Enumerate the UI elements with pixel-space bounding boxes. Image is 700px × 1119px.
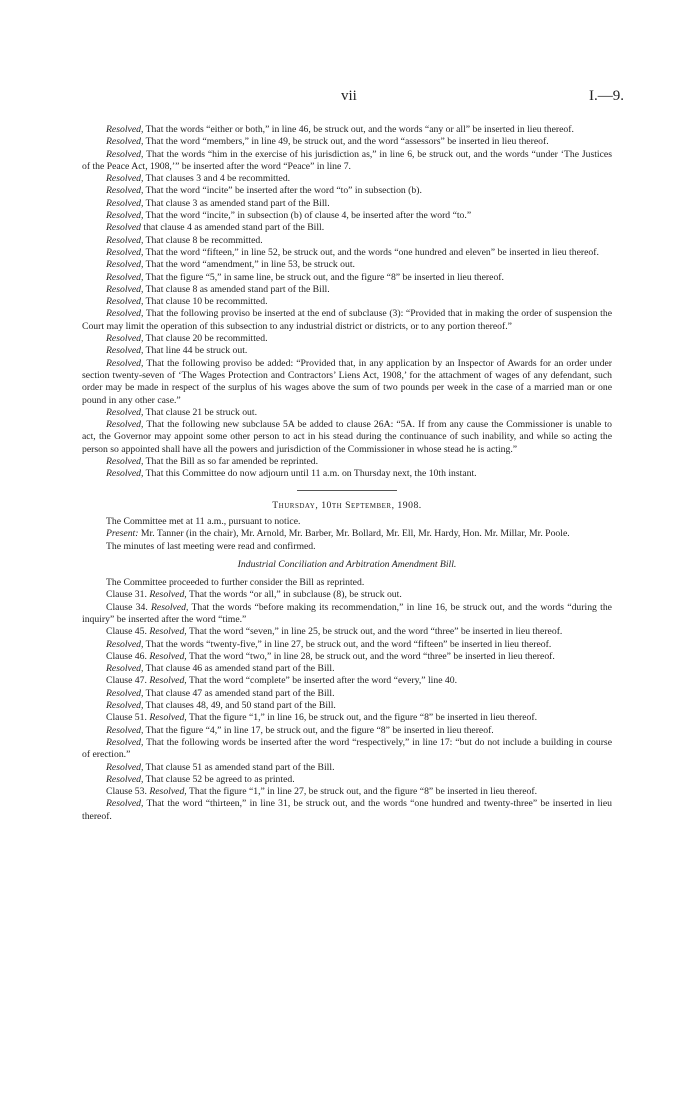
- resolution-text: That the word “incite,” in subsection (b) of clause 4, be inserted after the word “to.”: [143, 210, 472, 222]
- resolution-text: That line 44 be struck out.: [143, 345, 248, 357]
- resolved-lead: Resolved,: [106, 357, 144, 369]
- resolution-text: That the words “either or both,” in line 46, be struck out, and the words “any or all” be inserted in lieu thereof.: [143, 124, 574, 135]
- resolution-paragraph: [82, 589, 612, 601]
- resolution-paragraph: [82, 468, 612, 480]
- resolution-paragraph: [82, 296, 612, 308]
- resolved-lead: Resolved,: [106, 210, 144, 222]
- minutes-confirmed: The minutes of last meeting were read and confirmed.: [106, 540, 316, 552]
- clause-prefix: Clause 46.: [106, 650, 150, 662]
- resolution-paragraph: [82, 136, 612, 148]
- resolved-lead: Resolved,: [149, 786, 187, 798]
- resolution-paragraph: [82, 124, 612, 136]
- resolution-paragraph: [82, 185, 612, 197]
- resolution-paragraph: [82, 798, 612, 823]
- resolutions-section-1: [82, 124, 612, 481]
- paper-reference: I.—9.: [589, 88, 624, 104]
- resolved-lead: Resolved,: [106, 456, 144, 468]
- resolution-paragraph: [82, 675, 612, 687]
- meeting-date: Thursday, 10th September, 1908.: [272, 499, 422, 511]
- resolution-text: That clauses 48, 49, and 50 stand part of the Bill.: [143, 700, 336, 712]
- resolution-text: That clause 47 as amended stand part of the Bill.: [143, 687, 335, 699]
- resolution-text: That the word “complete” be inserted after the word “every,” line 40.: [186, 675, 458, 687]
- resolution-paragraph: [82, 333, 612, 345]
- resolved-lead: Resolved,: [106, 246, 144, 258]
- resolution-text: That the following proviso be inserted at the end of subclause (3): “Provided that in making the order of suspension the Court may limit the operation of this subsection to any industrial district or districts, or to any portion thereof.”: [82, 308, 612, 332]
- page-header: [0, 88, 700, 108]
- present-members: Mr. Tanner (in the chair), Mr. Arnold, Mr. Barber, Mr. Bollard, Mr. Ell, Mr. Hardy, Hon. Mr. Millar, Mr. Poole.: [138, 528, 570, 540]
- resolved-lead: Resolved,: [106, 271, 144, 283]
- resolution-text: That the word “fifteen,” in line 52, be struck out, and the words “one hundred and eleven” be inserted in lieu thereof.: [143, 246, 599, 258]
- resolution-text: That the figure “1,” in line 16, be struck out, and the figure “8” be inserted in lieu thereof.: [186, 712, 538, 724]
- resolution-paragraph: [82, 639, 612, 651]
- resolution-paragraph: [82, 700, 612, 712]
- resolved-lead: Resolved,: [106, 296, 144, 308]
- resolution-paragraph: [82, 247, 612, 259]
- resolved-lead: Resolved,: [149, 650, 187, 662]
- resolution-text: That clause 51 as amended stand part of the Bill.: [143, 761, 335, 773]
- resolved-lead: Resolved,: [106, 148, 144, 160]
- resolved-lead: Resolved,: [106, 724, 144, 736]
- resolution-text: That the word “two,” in line 28, be struck out, and the word “three” be inserted in lieu thereof.: [186, 650, 555, 662]
- resolution-text: That the word “incite” be inserted after the word “to” in subsection (b).: [143, 185, 422, 197]
- proceeded-line: The Committee proceeded to further consider the Bill as reprinted.: [106, 577, 365, 589]
- resolution-paragraph: [82, 688, 612, 700]
- resolved-lead: Resolved,: [149, 626, 187, 638]
- resolved-lead: Resolved,: [106, 687, 144, 699]
- resolved-lead: Resolved,: [106, 173, 144, 185]
- body-text: [82, 124, 612, 823]
- resolution-text: That clause 21 be struck out.: [143, 406, 258, 418]
- resolution-text: That the figure “5,” in same line, be struck out, and the figure “8” be inserted in lieu thereof.: [143, 271, 504, 283]
- resolution-text: That this Committee do now adjourn until 11 a.m. on Thursday next, the 10th instant.: [143, 468, 477, 480]
- resolution-paragraph: [82, 149, 612, 174]
- resolved-lead: Resolved,: [106, 663, 144, 675]
- resolved-lead: Resolved,: [106, 259, 144, 271]
- resolved-lead: Resolved,: [106, 345, 144, 357]
- resolution-text: that clause 4 as amended stand part of the Bill.: [140, 222, 325, 234]
- resolution-paragraph: [82, 222, 612, 234]
- resolution-text: That the following words be inserted after the word “respectively,” in line 17: “but do not include a building in course of erection.”: [82, 736, 612, 761]
- resolution-text: That the following proviso be added: “Provided that, in any application by an Inspector of Awards for an order under section twenty-seven of ‘The Wages Protection and Contractors’ Liens Act, 1908,’ for the attachment of wages of any defendant, such order may be made in respect of the surplus of his wages above the sum of two pounds per week in the case of a married man or one pound in any other case.”: [82, 357, 612, 406]
- resolution-text: That the following new subclause 5A be added to clause 26A: “5A. If from any cause the Commissioner is unable to act, the Governor may appoint some other person to act in his stead during the continuance of such inability, and while so acting the person so appointed shall have all the powers and jurisdiction of the Commissioner in whose stead he is acting.”: [82, 419, 612, 455]
- resolution-paragraph: [82, 173, 612, 185]
- resolved-lead: Resolved,: [106, 197, 144, 209]
- meeting-opening: The Committee met at 11 a.m., pursuant to notice.: [106, 515, 301, 527]
- clause-prefix: Clause 53.: [106, 786, 150, 798]
- resolution-text: That clause 8 as amended stand part of the Bill.: [143, 283, 330, 295]
- resolution-paragraph: [82, 259, 612, 271]
- resolved-lead: Resolved,: [106, 333, 144, 345]
- resolved-lead: Resolved,: [106, 700, 144, 712]
- resolution-paragraph: [82, 725, 612, 737]
- resolution-text: That the figure “1,” in line 27, be struck out, and the figure “8” be inserted in lieu thereof.: [186, 786, 538, 798]
- resolution-paragraph: [82, 762, 612, 774]
- resolution-text: That the words “before making its recommendation,” in line 16, be struck out, and the words “during the inquiry” be inserted after the word “time.”: [82, 601, 612, 625]
- resolved-lead: Resolved,: [106, 308, 144, 320]
- resolution-text: That the words “or all,” in subclause (8), be struck out.: [186, 589, 402, 601]
- resolution-paragraph: [82, 198, 612, 210]
- resolved-lead: Resolved,: [106, 638, 144, 650]
- resolved-lead: Resolved,: [149, 675, 187, 687]
- resolution-paragraph: [82, 651, 612, 663]
- resolution-text: That the words “him in the exercise of his jurisdiction as,” in line 6, be struck out, and the words “under ‘The Justices of the Peace Act, 1908,’” be inserted after the word “Peace” in line 7.: [82, 148, 612, 172]
- resolved-lead: Resolved,: [106, 406, 144, 418]
- clause-prefix: Clause 31.: [106, 589, 150, 601]
- resolution-text: That clause 52 be agreed to as printed.: [143, 773, 295, 785]
- resolved-lead: Resolved,: [106, 736, 144, 748]
- resolved-lead: Resolved,: [106, 185, 144, 197]
- resolution-paragraph: [82, 663, 612, 675]
- resolution-paragraph: [82, 712, 612, 724]
- present-label: Present:: [106, 528, 139, 540]
- resolution-paragraph: [82, 235, 612, 247]
- present-paragraph: [82, 528, 612, 540]
- resolution-paragraph: [82, 345, 612, 357]
- bill-title: Industrial Conciliation and Arbitration Amendment Bill.: [237, 558, 457, 570]
- resolution-text: That the word “thirteen,” in line 31, be struck out, and the words “one hundred and twenty-three” be inserted in lieu thereof.: [82, 798, 612, 822]
- resolution-paragraph: [82, 272, 612, 284]
- resolved-lead: Resolved,: [106, 773, 144, 785]
- resolved-lead: Resolved,: [106, 234, 144, 246]
- resolved-lead: Resolved,: [106, 761, 144, 773]
- resolution-paragraph: [82, 308, 612, 333]
- resolutions-section-2: [82, 589, 612, 823]
- resolution-text: That clause 46 as amended stand part of the Bill.: [143, 663, 335, 675]
- resolution-text: That clause 20 be recommitted.: [143, 333, 268, 345]
- resolution-text: That the figure “4,” in line 17, be struck out, and the figure “8” be inserted in lieu thereof.: [143, 724, 494, 736]
- resolution-text: That clause 3 as amended stand part of the Bill.: [143, 197, 330, 209]
- resolved-lead: Resolved,: [151, 601, 189, 613]
- resolution-paragraph: [82, 626, 612, 638]
- clause-prefix: Clause 34.: [106, 601, 151, 613]
- resolved-lead: Resolved,: [106, 419, 144, 431]
- resolution-paragraph: [82, 737, 612, 762]
- resolved-lead: Resolved,: [149, 589, 187, 601]
- resolution-text: That clause 8 be recommitted.: [143, 234, 263, 246]
- resolution-text: That clauses 3 and 4 be recommitted.: [143, 173, 291, 185]
- resolution-text: That the word “members,” in line 49, be struck out, and the word “assessors” be inserted in lieu thereof.: [143, 136, 549, 148]
- clause-prefix: Clause 45.: [106, 626, 150, 638]
- resolution-paragraph: [82, 774, 612, 786]
- resolved-lead: Resolved,: [106, 136, 144, 148]
- resolution-paragraph: [82, 284, 612, 296]
- clause-prefix: Clause 51.: [106, 712, 150, 724]
- resolution-paragraph: [82, 602, 612, 627]
- resolution-paragraph: [82, 210, 612, 222]
- section-divider: [297, 490, 397, 491]
- resolved-lead: Resolved,: [106, 283, 144, 295]
- resolution-text: That the word “amendment,” in line 53, be struck out.: [143, 259, 355, 271]
- resolution-paragraph: [82, 456, 612, 468]
- resolution-paragraph: [82, 358, 612, 407]
- resolution-paragraph: [82, 407, 612, 419]
- resolution-text: That the Bill as so far amended be reprinted.: [143, 456, 319, 468]
- clause-prefix: Clause 47.: [106, 675, 150, 687]
- resolution-paragraph: [82, 786, 612, 798]
- resolved-lead: Resolved,: [106, 468, 144, 480]
- resolution-text: That the words “twenty-five,” in line 27, be struck out, and the word “fifteen” be inserted in lieu thereof.: [143, 638, 552, 650]
- resolved-lead: Resolved,: [106, 124, 144, 135]
- resolution-text: That clause 10 be recommitted.: [143, 296, 268, 308]
- resolution-paragraph: [82, 419, 612, 456]
- page-number: vii: [341, 88, 357, 104]
- resolved-lead: Resolved,: [106, 798, 144, 810]
- resolution-text: That the word “seven,” in line 25, be struck out, and the word “three” be inserted in lieu thereof.: [186, 626, 563, 638]
- resolved-lead: Resolved,: [149, 712, 187, 724]
- resolved-lead: Resolved: [106, 222, 141, 234]
